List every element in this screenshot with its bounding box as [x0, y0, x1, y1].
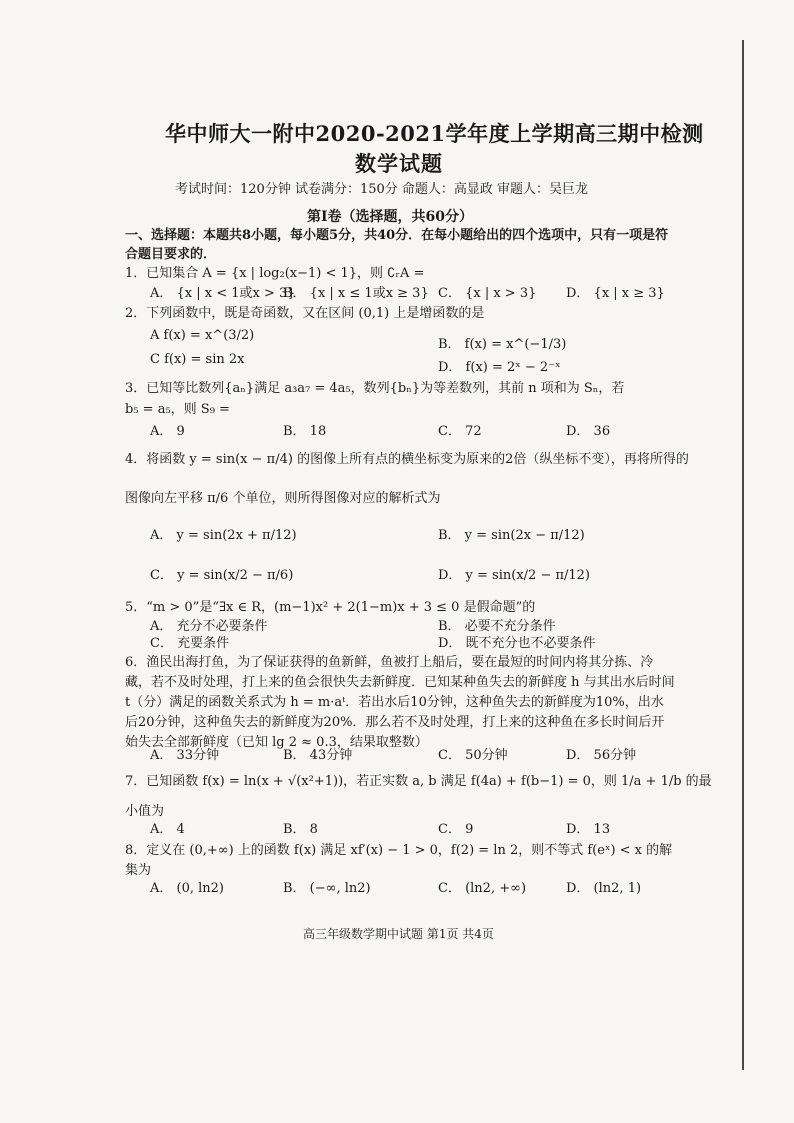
question-3-stem: 3．已知等比数列{aₙ}满足 a₃a₇ = 4a₅，数列{bₙ}为等差数列，其前 n 项和为 Sₙ，若 — [125, 381, 625, 396]
page-footer: 高三年级数学期中试题 第1页 共4页 — [303, 927, 494, 941]
question-1-option-d: D． {x | x ≥ 3} — [566, 286, 665, 301]
question-2-option-a: A f(x) = x^(3/2) — [150, 328, 255, 343]
question-2-stem: 2．下列函数中，既是奇函数，又在区间 (0,1) 上是增函数的是 — [125, 306, 485, 321]
exam-info: 考试时间：120分钟 试卷满分：150分 命题人：高显政 审题人：吴巨龙 — [175, 182, 589, 197]
question-2-option-b: B． f(x) = x^(−1/3) — [438, 337, 567, 352]
question-3-option-c: C． 72 — [438, 424, 482, 439]
question-6-option-b: B． 43分钟 — [283, 748, 353, 763]
question-7-stem: 7．已知函数 f(x) = ln(x + √(x²+1))，若正实数 a, b 满足 f(4a) + f(b−1) = 0，则 1/a + 1/b 的最 — [125, 774, 712, 789]
question-3-option-d: D． 36 — [566, 424, 611, 439]
question-8-option-a: A． (0, ln2) — [150, 881, 225, 896]
question-8-option-b: B． (−∞, ln2) — [283, 881, 371, 896]
question-6-option-d: D． 56分钟 — [566, 748, 637, 763]
question-1-stem: 1．已知集合 A = {x | log₂(x−1) < 1}，则 ∁ᵣA = — [125, 266, 425, 281]
question-1-option-c: C． {x | x > 3} — [438, 286, 537, 301]
question-4-stem-cont: 图像向左平移 π/6 个单位，则所得图像对应的解析式为 — [125, 491, 441, 506]
section-instructions: 一、选择题：本题共8小题，每小题5分，共40分．在每小题给出的四个选项中，只有一项是符合题目要求的． — [125, 228, 669, 262]
question-7-option-c: C． 9 — [438, 822, 474, 837]
question-6-stem: 6．渔民出海打鱼，为了保证获得的鱼新鲜，鱼被打上船后，要在最短的时间内将其分拣、冷藏，若不及时处理，打上来的鱼会很快失去新鲜度．已知某种鱼失去的新鲜度 h 与其出水后时间 t（分）满足的函数关系式为 h = m·aᵗ．若出水后10分钟，这种鱼失去的新鲜度为10%，出水后20分钟，这种鱼失去的新鲜度为20%．那么若不及时处理，打上来的这种鱼在多长时间后开始失去全部新鲜度（已知 lg 2 ≈ 0.3，结果取整数） — [125, 655, 675, 750]
question-7-option-d: D． 13 — [566, 822, 611, 837]
question-7-option-b: B． 8 — [283, 822, 318, 837]
question-5-option-d: D． 既不充分也不必要条件 — [438, 636, 596, 651]
exam-subtitle: 数学试题 — [355, 151, 443, 176]
question-8-stem-cont: 集为 — [125, 863, 152, 878]
question-2-option-c: C f(x) = sin 2x — [150, 352, 245, 367]
question-4-option-a: A． y = sin(2x + π/12) — [150, 528, 297, 543]
question-4-option-b: B． y = sin(2x − π/12) — [438, 528, 585, 543]
question-6-option-c: C． 50分钟 — [438, 748, 508, 763]
question-7-stem-cont: 小值为 — [125, 804, 165, 819]
scan-edge-line — [742, 40, 744, 1070]
question-4-stem: 4．将函数 y = sin(x − π/4) 的图像上所有点的横坐标变为原来的2倍（纵坐标不变），再将所得的 — [125, 452, 689, 467]
question-1-option-a: A． {x | x < 1或x > 3} — [150, 286, 296, 301]
question-2-option-d: D． f(x) = 2ˣ − 2⁻ˣ — [438, 360, 561, 375]
question-7-option-a: A． 4 — [150, 822, 185, 837]
question-3-option-a: A． 9 — [150, 424, 185, 439]
question-3-option-b: B． 18 — [283, 424, 327, 439]
question-5-option-b: B． 必要不充分条件 — [438, 619, 556, 634]
question-5-option-c: C． 充要条件 — [150, 636, 230, 651]
question-5-stem: 5．“m > 0”是“∃x ∈ R，(m−1)x² + 2(1−m)x + 3 ≤ 0 是假命题”的 — [125, 600, 536, 615]
question-4-option-d: D． y = sin(x/2 − π/12) — [438, 568, 591, 583]
question-8-option-c: C． (ln2, +∞) — [438, 881, 527, 896]
question-3-stem-cont: b₅ = a₅，则 S₉ = — [125, 402, 230, 417]
question-5-option-a: A． 充分不必要条件 — [150, 619, 268, 634]
question-8-option-d: D． (ln2, 1) — [566, 881, 642, 896]
question-6-option-a: A． 33分钟 — [150, 748, 220, 763]
question-4-option-c: C． y = sin(x/2 − π/6) — [150, 568, 294, 583]
question-1-option-b: B． {x | x ≤ 1或x ≥ 3} — [283, 286, 429, 301]
part-title: 第Ⅰ卷（选择题，共60分） — [307, 209, 474, 225]
exam-title: 华中师大一附中2020-2021学年度上学期高三期中检测 — [165, 121, 704, 146]
question-8-stem: 8．定义在 (0,+∞) 上的函数 f(x) 满足 xf′(x) − 1 > 0，f(2) = ln 2，则不等式 f(eˣ) < x 的解 — [125, 843, 673, 858]
